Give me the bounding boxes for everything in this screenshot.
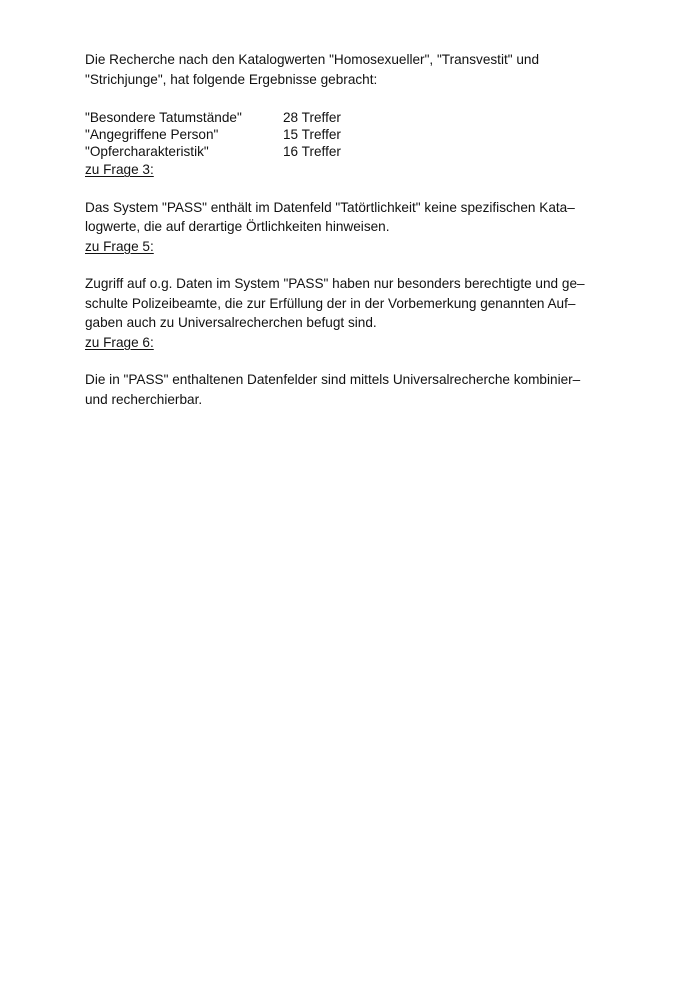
frage-3-heading: zu Frage 3: xyxy=(85,162,154,177)
result-label: "Opfercharakteristik" xyxy=(85,144,209,159)
result-value: 15 Treffer xyxy=(283,127,341,142)
results-table xyxy=(85,109,615,160)
result-label: "Besondere Tatumstände" xyxy=(85,110,242,125)
frage-5-answer xyxy=(85,274,615,333)
intro-line-1: Die Recherche nach den Katalogwerten "Homosexueller", "Transvestit" und xyxy=(85,52,540,67)
result-value: 28 Treffer xyxy=(283,110,341,125)
result-value: 16 Treffer xyxy=(283,144,341,159)
frage-5-line-3: gaben auch zu Universalrecherchen befugt sind. xyxy=(85,315,377,330)
frage-6-line-1: Die in "PASS" enthaltenen Datenfelder sind mittels Universalrecherche kombinier– xyxy=(85,372,581,387)
frage-6-answer xyxy=(85,370,615,409)
frage-3-line-1: Das System "PASS" enthält im Datenfeld "Tatörtlichkeit" keine spezifischen Kata– xyxy=(85,199,575,215)
intro-line-2: "Strichjunge", hat folgende Ergebnisse gebracht: xyxy=(85,71,378,87)
frage-3-answer xyxy=(85,198,615,237)
frage-5-heading: zu Frage 5: xyxy=(85,238,154,254)
frage-3-line-2: logwerte, die auf derartige Örtlichkeiten hinweisen. xyxy=(85,219,390,234)
frage-5-line-1: Zugriff auf o.g. Daten im System "PASS" haben nur besonders berechtigte und ge– xyxy=(85,276,585,291)
document-page xyxy=(85,50,615,409)
result-label: "Angegriffene Person" xyxy=(85,127,219,142)
intro-paragraph xyxy=(85,50,615,89)
frage-6-heading: zu Frage 6: xyxy=(85,334,154,350)
frage-6-line-2: und recherchierbar. xyxy=(85,391,203,407)
frage-5-line-2: schulte Polizeibeamte, die zur Erfüllung der in der Vorbemerkung genannten Auf– xyxy=(85,295,576,311)
